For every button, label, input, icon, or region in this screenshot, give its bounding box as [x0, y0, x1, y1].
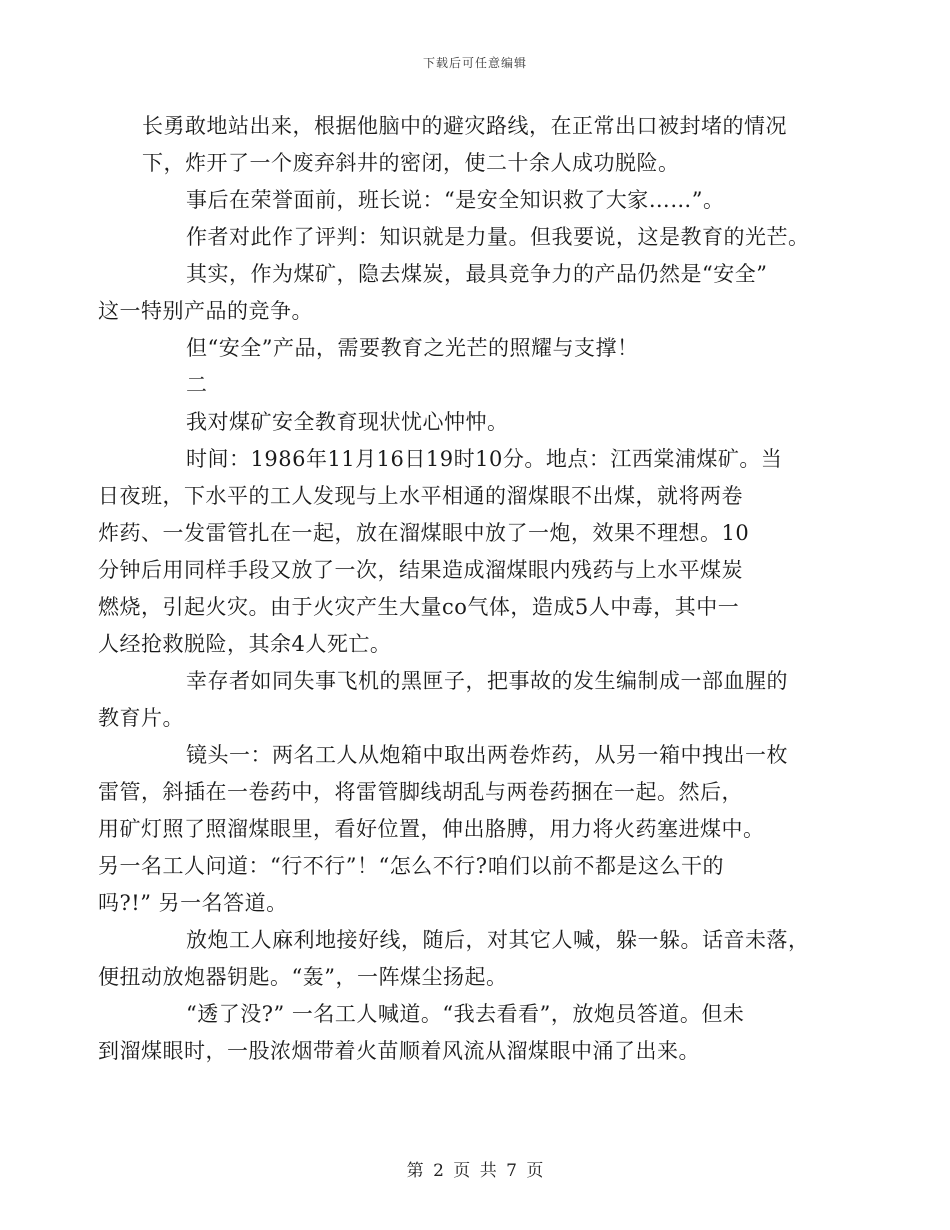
paragraph	[142, 108, 814, 182]
paragraph	[142, 182, 814, 219]
paragraph	[142, 219, 814, 256]
text-line: 其实，作为煤矿，隐去煤炭，最具竞争力的产品仍然是“安全”	[186, 262, 768, 286]
text-line: 吗?!” 另一名答道。	[98, 891, 288, 915]
page-number-footer: 第 2 页 共 7 页	[406, 1161, 544, 1181]
text-line: 事后在荣誉面前，班长说：“是安全知识救了大家……”。	[186, 188, 725, 212]
text-line: 我对煤矿安全教育现状忧心忡忡。	[186, 410, 509, 434]
text-line: 日夜班，下水平的工人发现与上水平相通的溜煤眼不出煤，就将两卷	[98, 484, 743, 508]
paragraph	[98, 256, 814, 330]
text-line: 分钟后用同样手段又放了一次，结果造成溜煤眼内残药与上水平煤炭	[98, 558, 743, 582]
text-line: 但“安全”产品，需要教育之光芒的照耀与支撑！	[186, 336, 639, 360]
paragraph	[98, 737, 814, 922]
text-line: 便扭动放炮器钥匙。“轰”，一阵煤尘扬起。	[98, 965, 508, 989]
paragraph	[98, 441, 814, 663]
paragraph	[142, 404, 814, 441]
text-line: 教育片。	[98, 706, 184, 730]
paragraph	[142, 330, 814, 367]
text-line: 燃烧，引起火灾。由于火灾产生大量co气体，造成5人中毒，其中一	[98, 595, 740, 619]
document-body	[98, 108, 814, 1070]
text-line: 人经抢救脱险，其余4人死亡。	[98, 632, 392, 656]
text-line: 下，炸开了一个废弃斜井的密闭，使二十余人成功脱险。	[142, 151, 680, 175]
text-line: “透了没?” 一名工人喊道。“我去看看”，放炮员答道。但未	[186, 1002, 745, 1026]
text-line: 用矿灯照了照溜煤眼里，看好位置，伸出胳膊，用力将火药塞进煤中。	[98, 817, 765, 841]
text-line: 这一特别产品的竞争。	[98, 299, 313, 323]
paragraph	[98, 922, 814, 996]
text-line: 长勇敢地站出来，根据他脑中的避灾路线，在正常出口被封堵的情况	[142, 114, 787, 138]
text-line: 镜头一：两名工人从炮箱中取出两卷炸药，从另一箱中拽出一枚	[186, 743, 788, 767]
page-header: 下载后可任意编辑	[422, 56, 527, 70]
text-line: 时间：1986年11月16日19时10分。地点：江西棠浦煤矿。当	[186, 447, 783, 471]
paragraph	[98, 663, 814, 737]
text-line: 二	[186, 373, 208, 397]
text-line: 到溜煤眼时，一股浓烟带着火苗顺着风流从溜煤眼中涌了出来。	[98, 1039, 700, 1063]
text-line: 放炮工人麻利地接好线，随后，对其它人喊，躲一躲。话音未落，	[186, 928, 810, 952]
text-line: 炸药、一发雷管扎在一起，放在溜煤眼中放了一炮，效果不理想。10	[98, 521, 750, 545]
text-line: 作者对此作了评判：知识就是力量。但我要说，这是教育的光芒。	[186, 225, 810, 249]
paragraph	[98, 996, 814, 1070]
text-line: 另一名工人问道：“行不行”！“怎么不行?咱们以前不都是这么干的	[98, 854, 724, 878]
paragraph	[142, 367, 814, 404]
text-line: 幸存者如同失事飞机的黑匣子，把事故的发生编制成一部血腥的	[186, 669, 788, 693]
text-line: 雷管，斜插在一卷药中，将雷管脚线胡乱与两卷药捆在一起。然后，	[98, 780, 743, 804]
